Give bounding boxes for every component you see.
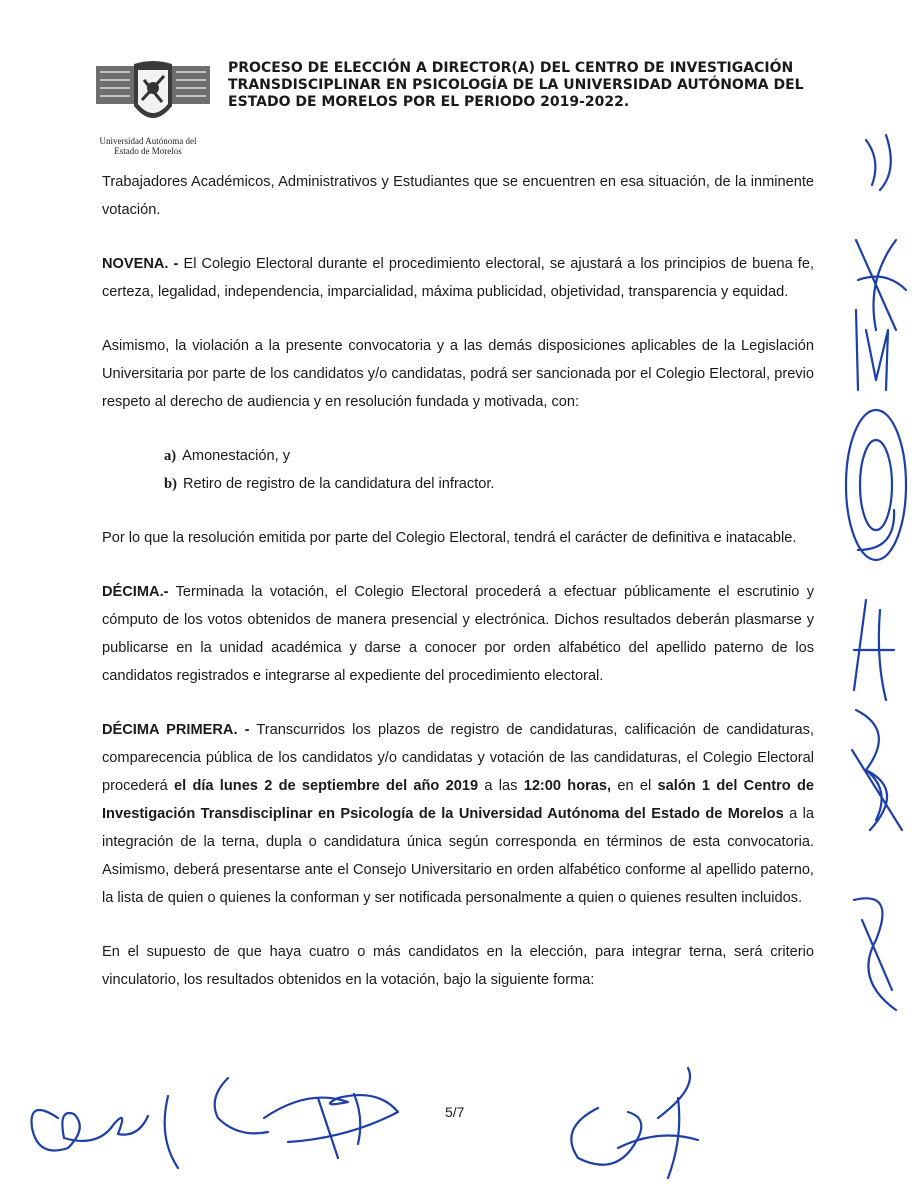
clause-decima-primera xyxy=(102,716,814,912)
list-item xyxy=(164,442,814,470)
clause-decima-primera-text: a las xyxy=(478,778,524,794)
signature-mark xyxy=(854,898,896,1010)
list-item-marker: a) xyxy=(164,448,177,464)
signature-mark xyxy=(658,1068,690,1178)
signature-mark xyxy=(854,600,894,700)
university-name-line2: Estado de Morelos xyxy=(114,146,182,156)
page-number: 5/7 xyxy=(445,1104,465,1120)
signature-mark xyxy=(856,240,906,330)
list-item xyxy=(164,470,814,498)
signature-mark xyxy=(32,1110,148,1151)
list-item-marker: b) xyxy=(164,476,177,492)
signature-mark xyxy=(165,1096,178,1168)
list-item-text: Retiro de registro de la candidatura del infractor. xyxy=(182,476,495,492)
signature-mark xyxy=(856,710,887,830)
signature-mark xyxy=(860,440,892,530)
signature-mark xyxy=(618,1136,698,1149)
signature-mark xyxy=(856,310,888,390)
signature-mark xyxy=(215,1078,268,1133)
clause-decima-primera-text: Transcurridos los plazos de registro de candidaturas, calificación de candidaturas, comparecencia pública de los candidatos y/o candidatas y votación de las candidaturas, el Colegio Electoral procederá xyxy=(102,722,814,794)
signature-mark xyxy=(866,135,891,190)
paragraph-supuesto: En el supuesto de que haya cuatro o más candidatos en la elección, para integrar terna, será criterio vinculatorio, los resultados obtenidos en la votación, bajo la siguiente forma: xyxy=(102,944,814,988)
clause-decima-text: Terminada la votación, el Colegio Electoral procederá a efectuar públicamente el escrutinio y cómputo de los votos obtenidos de manera presencial y electrónica. Dichos resultados deberán plasmarse y publicarse en la unidad académica y darse a conocer por orden alfabético del apellido paterno de los candidatos registrados e integrarse al expediente del procedimiento electoral. xyxy=(102,584,814,684)
clause-time: 12:00 horas, xyxy=(523,778,612,794)
list-item-text: Amonestación, y xyxy=(182,448,291,464)
clause-decima-label: DÉCIMA.- xyxy=(102,584,169,600)
paragraph-resolucion: Por lo que la resolución emitida por parte del Colegio Electoral, tendrá el carácter de definitiva e inatacable. xyxy=(102,530,797,546)
clause-decima-primera-text: a la integración de la terna, dupla o candidatura única según corresponda en términos de esta convocatoria. Asimismo, deberá presentarse ante el Consejo Universitario en orden alfabético conforme al apellido paterno, la lista de quien o quienes la conforman y ser notificada personalmente a quien o quienes resulten incluidos. xyxy=(102,806,814,906)
clause-novena-text: El Colegio Electoral durante el procedimiento electoral, se ajustará a los principios de buena fe, certeza, legalidad, independencia, imparcialidad, máxima publicidad, objetividad, transparencia y equidad. xyxy=(102,256,814,300)
university-name xyxy=(86,136,210,156)
uaem-seal-icon xyxy=(94,60,212,130)
clause-novena-label: NOVENA. - xyxy=(102,256,179,272)
clause-decima-primera-label: DÉCIMA PRIMERA. - xyxy=(102,722,250,738)
signature-mark xyxy=(571,1108,641,1165)
paragraph-intro: Trabajadores Académicos, Administrativos y Estudiantes que se encuentren en esa situación, de la inminente votación. xyxy=(102,174,814,218)
clause-novena xyxy=(102,250,814,306)
clause-date: el día lunes 2 de septiembre del año 2019 xyxy=(174,778,479,794)
bottom-signatures xyxy=(18,1068,898,1185)
university-name-line1: Universidad Autónoma del xyxy=(99,136,197,146)
clause-venue: salón 1 del Centro de Investigación Transdisciplinar en Psicología de la Universidad Autónoma del Estado de Morelos xyxy=(102,778,815,822)
signature-mark xyxy=(862,920,892,990)
signature-mark xyxy=(846,410,906,560)
clause-decima xyxy=(102,578,814,690)
margin-signatures xyxy=(836,130,920,1050)
document-title: PROCESO DE ELECCIÓN A DIRECTOR(A) DEL CENTRO DE INVESTIGACIÓN TRANSDISCIPLINAR EN PSICOLOGÍA DE LA UNIVERSIDAD AUTÓNOMA DEL ESTADO DE MORELOS POR EL PERIODO 2019-2022. xyxy=(228,60,804,110)
paragraph-asimismo: Asimismo, la violación a la presente convocatoria y a las demás disposiciones aplicables de la Legislación Universitaria por parte de los candidatos y/o candidatas, podrá ser sancionada por el Colegio Electoral, previo respeto al derecho de audiencia y en resolución fundada y motivada, con: xyxy=(102,338,814,410)
university-logo xyxy=(86,60,216,156)
signature-mark xyxy=(852,750,902,830)
sanctions-list xyxy=(164,442,814,498)
document-body xyxy=(102,168,814,1020)
clause-decima-primera-text: en el xyxy=(611,778,658,794)
